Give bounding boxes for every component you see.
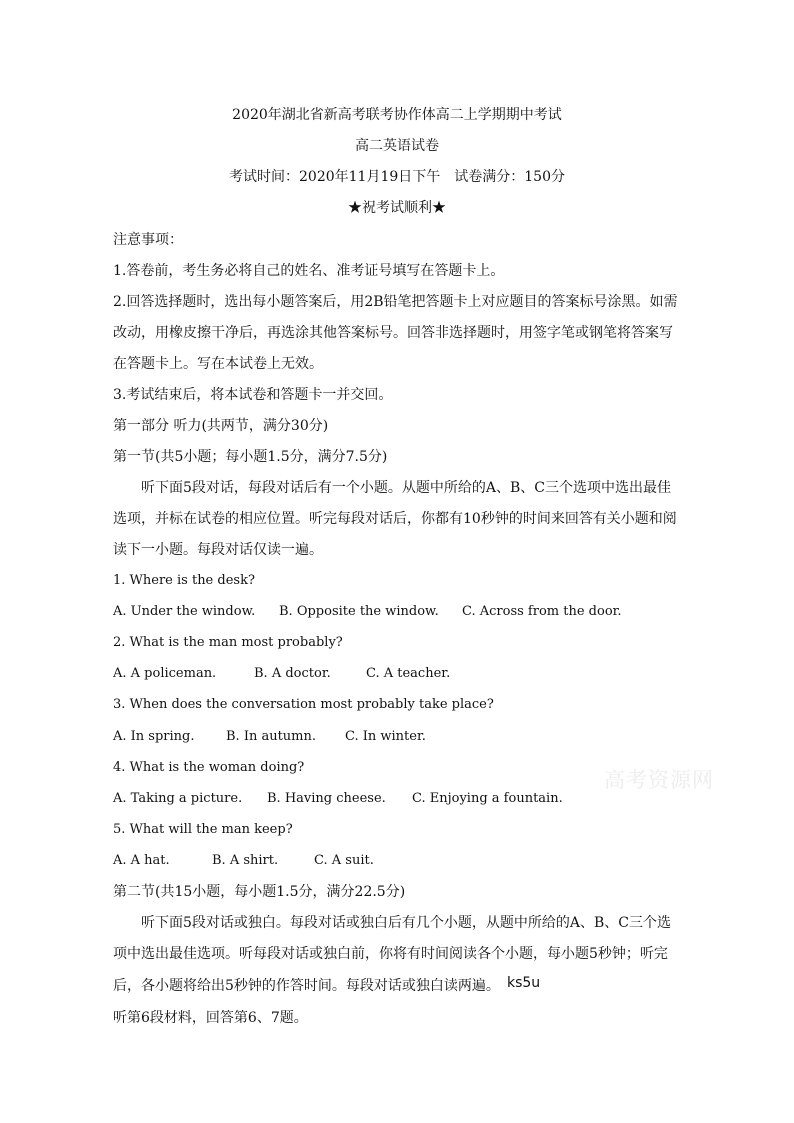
- question-5-option-c: C. A suit.: [314, 853, 374, 868]
- question-2-option-b: B. A doctor.: [254, 666, 331, 681]
- notes-heading: 注意事项：: [113, 232, 183, 248]
- question-1-option-b: B. Opposite the window.: [279, 604, 439, 619]
- question-1-option-c: C. Across from the door.: [462, 604, 622, 619]
- question-4-option-a: A. Taking a picture.: [113, 791, 243, 806]
- section2-instructions-line-2: 项中选出最佳选项。听每段对话或独白前，你将有时间阅读各个小题，每小题5秒钟；听完: [113, 946, 668, 962]
- section2-instructions-line-3: 后，各小题将给出5秒钟的作答时间。每段对话或独白读两遍。: [113, 978, 500, 994]
- question-2-option-a: A. A policeman.: [113, 666, 217, 681]
- notes-item-2-line-2: 改动，用橡皮擦干净后，再选涂其他答案标号。回答非选择题时，用签字笔或钢笔将答案写: [113, 325, 673, 341]
- question-5: 5. What will the man keep?: [113, 822, 293, 837]
- exam-subtitle: 高二英语试卷: [355, 138, 439, 154]
- question-2-option-c: C. A teacher.: [366, 666, 451, 681]
- question-1-option-a: A. Under the window.: [113, 604, 256, 619]
- notes-item-2-line-3: 在答题卡上。写在本试卷上无效。: [113, 356, 323, 372]
- section2-heading: 第二节(共15小题，每小题1.5分，满分22.5分): [113, 884, 406, 900]
- question-1: 1. Where is the desk?: [113, 573, 255, 588]
- source-tag: ks5u: [507, 975, 541, 991]
- question-3: 3. When does the conversation most probably take place?: [113, 697, 494, 712]
- question-3-option-a: A. In spring.: [113, 729, 195, 744]
- watermark: 高考资源网: [604, 768, 714, 792]
- section1-instructions-line-1: 听下面5段对话，每段对话后有一个小题。从题中所给的A、B、C三个选项中选出最佳: [141, 480, 672, 496]
- exam-title: 2020年湖北省新高考联考协作体高二上学期期中考试: [232, 107, 562, 123]
- exam-info: 考试时间：2020年11月19日下午 试卷满分：150分: [229, 169, 565, 185]
- material-6-prompt: 听第6段材料，回答第6、7题。: [113, 1010, 308, 1026]
- section1-instructions-line-3: 读下一小题。每段对话仅读一遍。: [113, 542, 323, 558]
- question-3-option-c: C. In winter.: [345, 729, 426, 744]
- notes-item-2-line-1: 2.回答选择题时，选出每小题答案后，用2B铅笔把答题卡上对应题目的答案标号涂黑。如需: [113, 294, 678, 310]
- question-5-option-b: B. A shirt.: [212, 853, 279, 868]
- section1-heading: 第一节(共5小题；每小题1.5分，满分7.5分): [113, 449, 388, 465]
- section2-instructions-line-1: 听下面5段对话或独白。每段对话或独白后有几个小题，从题中所给的A、B、C三个选: [141, 915, 672, 931]
- question-5-option-a: A. A hat.: [113, 853, 170, 868]
- section1-instructions-line-2: 选项，并标在试卷的相应位置。听完每段对话后，你都有10秒钟的时间来回答有关小题和阅: [113, 511, 677, 527]
- notes-item-1: 1.答卷前，考生务必将自己的姓名、准考证号填写在答题卡上。: [113, 263, 505, 279]
- exam-blessing: ★祝考试顺利★: [348, 200, 446, 216]
- question-4: 4. What is the woman doing?: [113, 760, 305, 775]
- question-3-option-b: B. In autumn.: [226, 729, 317, 744]
- notes-item-3: 3.考试结束后，将本试卷和答题卡一并交回。: [113, 387, 393, 403]
- part1-heading: 第一部分 听力(共两节，满分30分): [113, 418, 329, 434]
- question-2: 2. What is the man most probably?: [113, 635, 343, 650]
- question-4-option-b: B. Having cheese.: [267, 791, 386, 806]
- question-4-option-c: C. Enjoying a fountain.: [412, 791, 563, 806]
